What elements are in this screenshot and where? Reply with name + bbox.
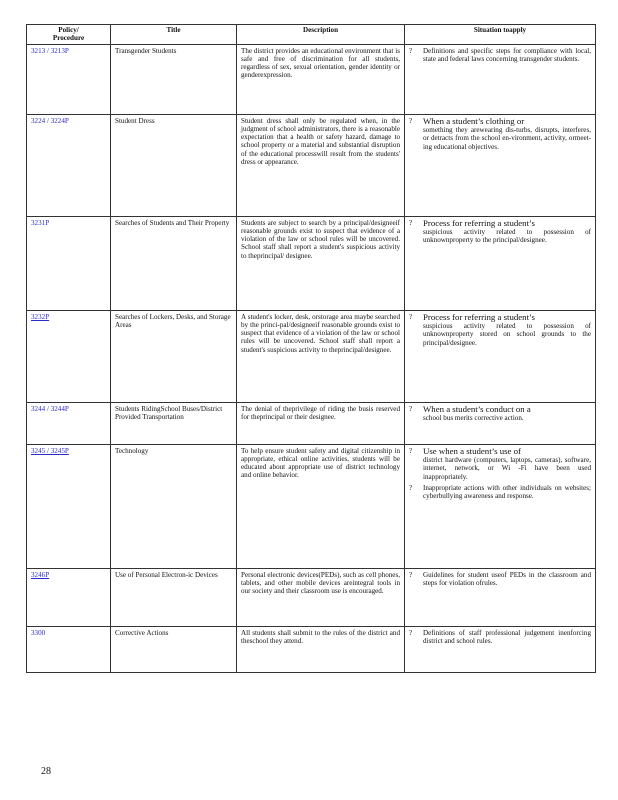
policy-number-link[interactable]: 3245 / 3245P [31, 446, 69, 455]
policy-number-link[interactable]: 3232P [31, 312, 50, 321]
situation-text: suspicious activity related to possession of unknownproperty stored on school grounds to the principal/designee. [423, 322, 591, 347]
table-row [27, 626, 596, 672]
situation-item [409, 484, 591, 501]
situation-text: suspicious activity related to possession of unknownproperty to the principal/designee. [423, 228, 591, 245]
situation-body [423, 313, 591, 347]
situation-item [409, 117, 591, 151]
policy-title: Searches of Students and Their Property [111, 216, 237, 310]
table-row [27, 44, 596, 114]
table-row [27, 216, 596, 310]
policy-title: Transgender Students [111, 44, 237, 114]
situation-cell [405, 216, 596, 310]
policy-description: Personal electronic devices(PEDs), such as cell phones, tablets, and other mobile devices areintegral tools in our society and their classroom use is encouraged. [237, 568, 405, 626]
situation-text: something they arewearing dis-turbs, disrupts, interferes, or detracts from the school en-vironment, activity, ormeet-ing educational objectives. [423, 126, 591, 151]
policy-number [27, 44, 111, 114]
bullet-marker: ? [409, 628, 413, 637]
situation-lead: Process for referring a student’s [423, 217, 535, 228]
situation-item [409, 447, 591, 481]
policy-number-text: 3231P [31, 218, 50, 227]
situation-item [409, 571, 591, 588]
situation-text: Definitions of staff professional judgement inenforcing district and school rules. [423, 628, 591, 645]
situation-text: Guidelines for student useof PEDs in the classroom and steps for violation ofrules. [423, 570, 591, 587]
situation-lead: Process for referring a student’s [423, 311, 535, 322]
policy-description: All students shall submit to the rules of the district and theschool they attend. [237, 626, 405, 672]
situation-cell [405, 444, 596, 568]
bullet-marker: ? [409, 46, 413, 55]
situation-lead: Use when a student’s use of [423, 445, 521, 456]
situation-body [423, 405, 591, 423]
policy-description: The denial of theprivilege of riding the busis reserved for theprincipal or their designee. [237, 402, 405, 444]
policy-number [27, 216, 111, 310]
table-row [27, 310, 596, 402]
policy-number-text: 3244 / 3244P [31, 404, 69, 413]
situation-body [423, 219, 591, 245]
situation-cell [405, 44, 596, 114]
bullet-marker: ? [409, 218, 413, 227]
table-row [27, 568, 596, 626]
situation-item [409, 629, 591, 646]
bullet-marker: ? [409, 116, 413, 125]
situation-item [409, 313, 591, 347]
situation-lead: When a student’s conduct on a [423, 403, 531, 414]
header-row [27, 25, 596, 45]
policy-title: Use of Personal Electron-ic Devices [111, 568, 237, 626]
policy-number [27, 444, 111, 568]
bullet-marker: ? [409, 312, 413, 321]
bullet-marker: ? [409, 404, 413, 413]
situation-item [409, 219, 591, 245]
situation-text: district hardware (computers, laptops, cameras), software, internet, network, or Wi -Fi have been used inappropriately. [423, 456, 591, 481]
bullet-marker: ? [409, 483, 413, 492]
situation-body [423, 117, 591, 151]
situation-item [409, 47, 591, 64]
header-description: Description [237, 25, 405, 45]
bullet-marker: ? [409, 446, 413, 455]
table-row [27, 114, 596, 216]
policy-title: Student Dress [111, 114, 237, 216]
header-policy: Policy/ Procedure [27, 25, 111, 45]
situation-text: Definitions and specific steps for compliance with local, state and federal laws concerning transgender students. [423, 46, 591, 63]
policy-description: Student dress shall only be regulated when, in the judgment of school administrators, there is a reasonable expectation that a health or safety hazard, damage to school property or a material and substantial disruption of the educational processwill result from the students' dress or appearance. [237, 114, 405, 216]
policy-number [27, 310, 111, 402]
policy-number [27, 568, 111, 626]
situation-cell [405, 310, 596, 402]
bullet-marker: ? [409, 570, 413, 579]
situation-lead: When a student’s clothing or [423, 115, 525, 126]
situation-cell [405, 114, 596, 216]
policy-description: The district provides an educational environment that is safe and free of discrimination for all students, regardless of sex, sexual orientation, gender identity or genderexpression. [237, 44, 405, 114]
table-row [27, 402, 596, 444]
situation-item [409, 405, 591, 423]
situation-cell [405, 626, 596, 672]
table-row [27, 444, 596, 568]
situation-text: school bus merits corrective action. [423, 414, 524, 423]
policy-number-text: 3300 [31, 628, 46, 637]
policy-title: Technology [111, 444, 237, 568]
policy-number-link[interactable]: 3246P [31, 570, 50, 579]
situation-cell [405, 402, 596, 444]
policy-table [26, 24, 596, 673]
policy-number [27, 402, 111, 444]
policy-title: Corrective Actions [111, 626, 237, 672]
policy-description: Students are subject to search by a principal/designeeif reasonable grounds exist to suspect that evidence of a violation of the law or school rules will be uncovered. School staff shall report a student's suspicious activity to theprincipal/ designee. [237, 216, 405, 310]
situation-body [423, 447, 591, 481]
policy-number [27, 626, 111, 672]
policy-description: To help ensure student safety and digital citizenship in appropriate, ethical online activities, students will be educated about appropriate use of district technology and online behavior. [237, 444, 405, 568]
policy-number-text: 3224 / 3224P [31, 116, 69, 125]
policy-description: A student's locker, desk, orstorage area maybe searched by the princi-pal/designeeif reasonable grounds exist to suspect that evidence of a violation of the law or school rules will be uncovered. School staff shall report a student's suspicious activity to theprincipal/designee. [237, 310, 405, 402]
page-number: 28 [41, 766, 51, 777]
policy-title: Searches of Lockers, Desks, and Storage Areas [111, 310, 237, 402]
policy-number-text: 3213 / 3213P [31, 46, 69, 55]
situation-text: Inappropriate actions with other individuals on websites; cyberbullying awareness and response. [423, 483, 591, 501]
policy-title: Students RidingSchool Buses/District Provided Transportation [111, 402, 237, 444]
policy-number [27, 114, 111, 216]
header-situation: Situation toapply [405, 25, 596, 45]
situation-cell [405, 568, 596, 626]
header-title: Title [111, 25, 237, 45]
